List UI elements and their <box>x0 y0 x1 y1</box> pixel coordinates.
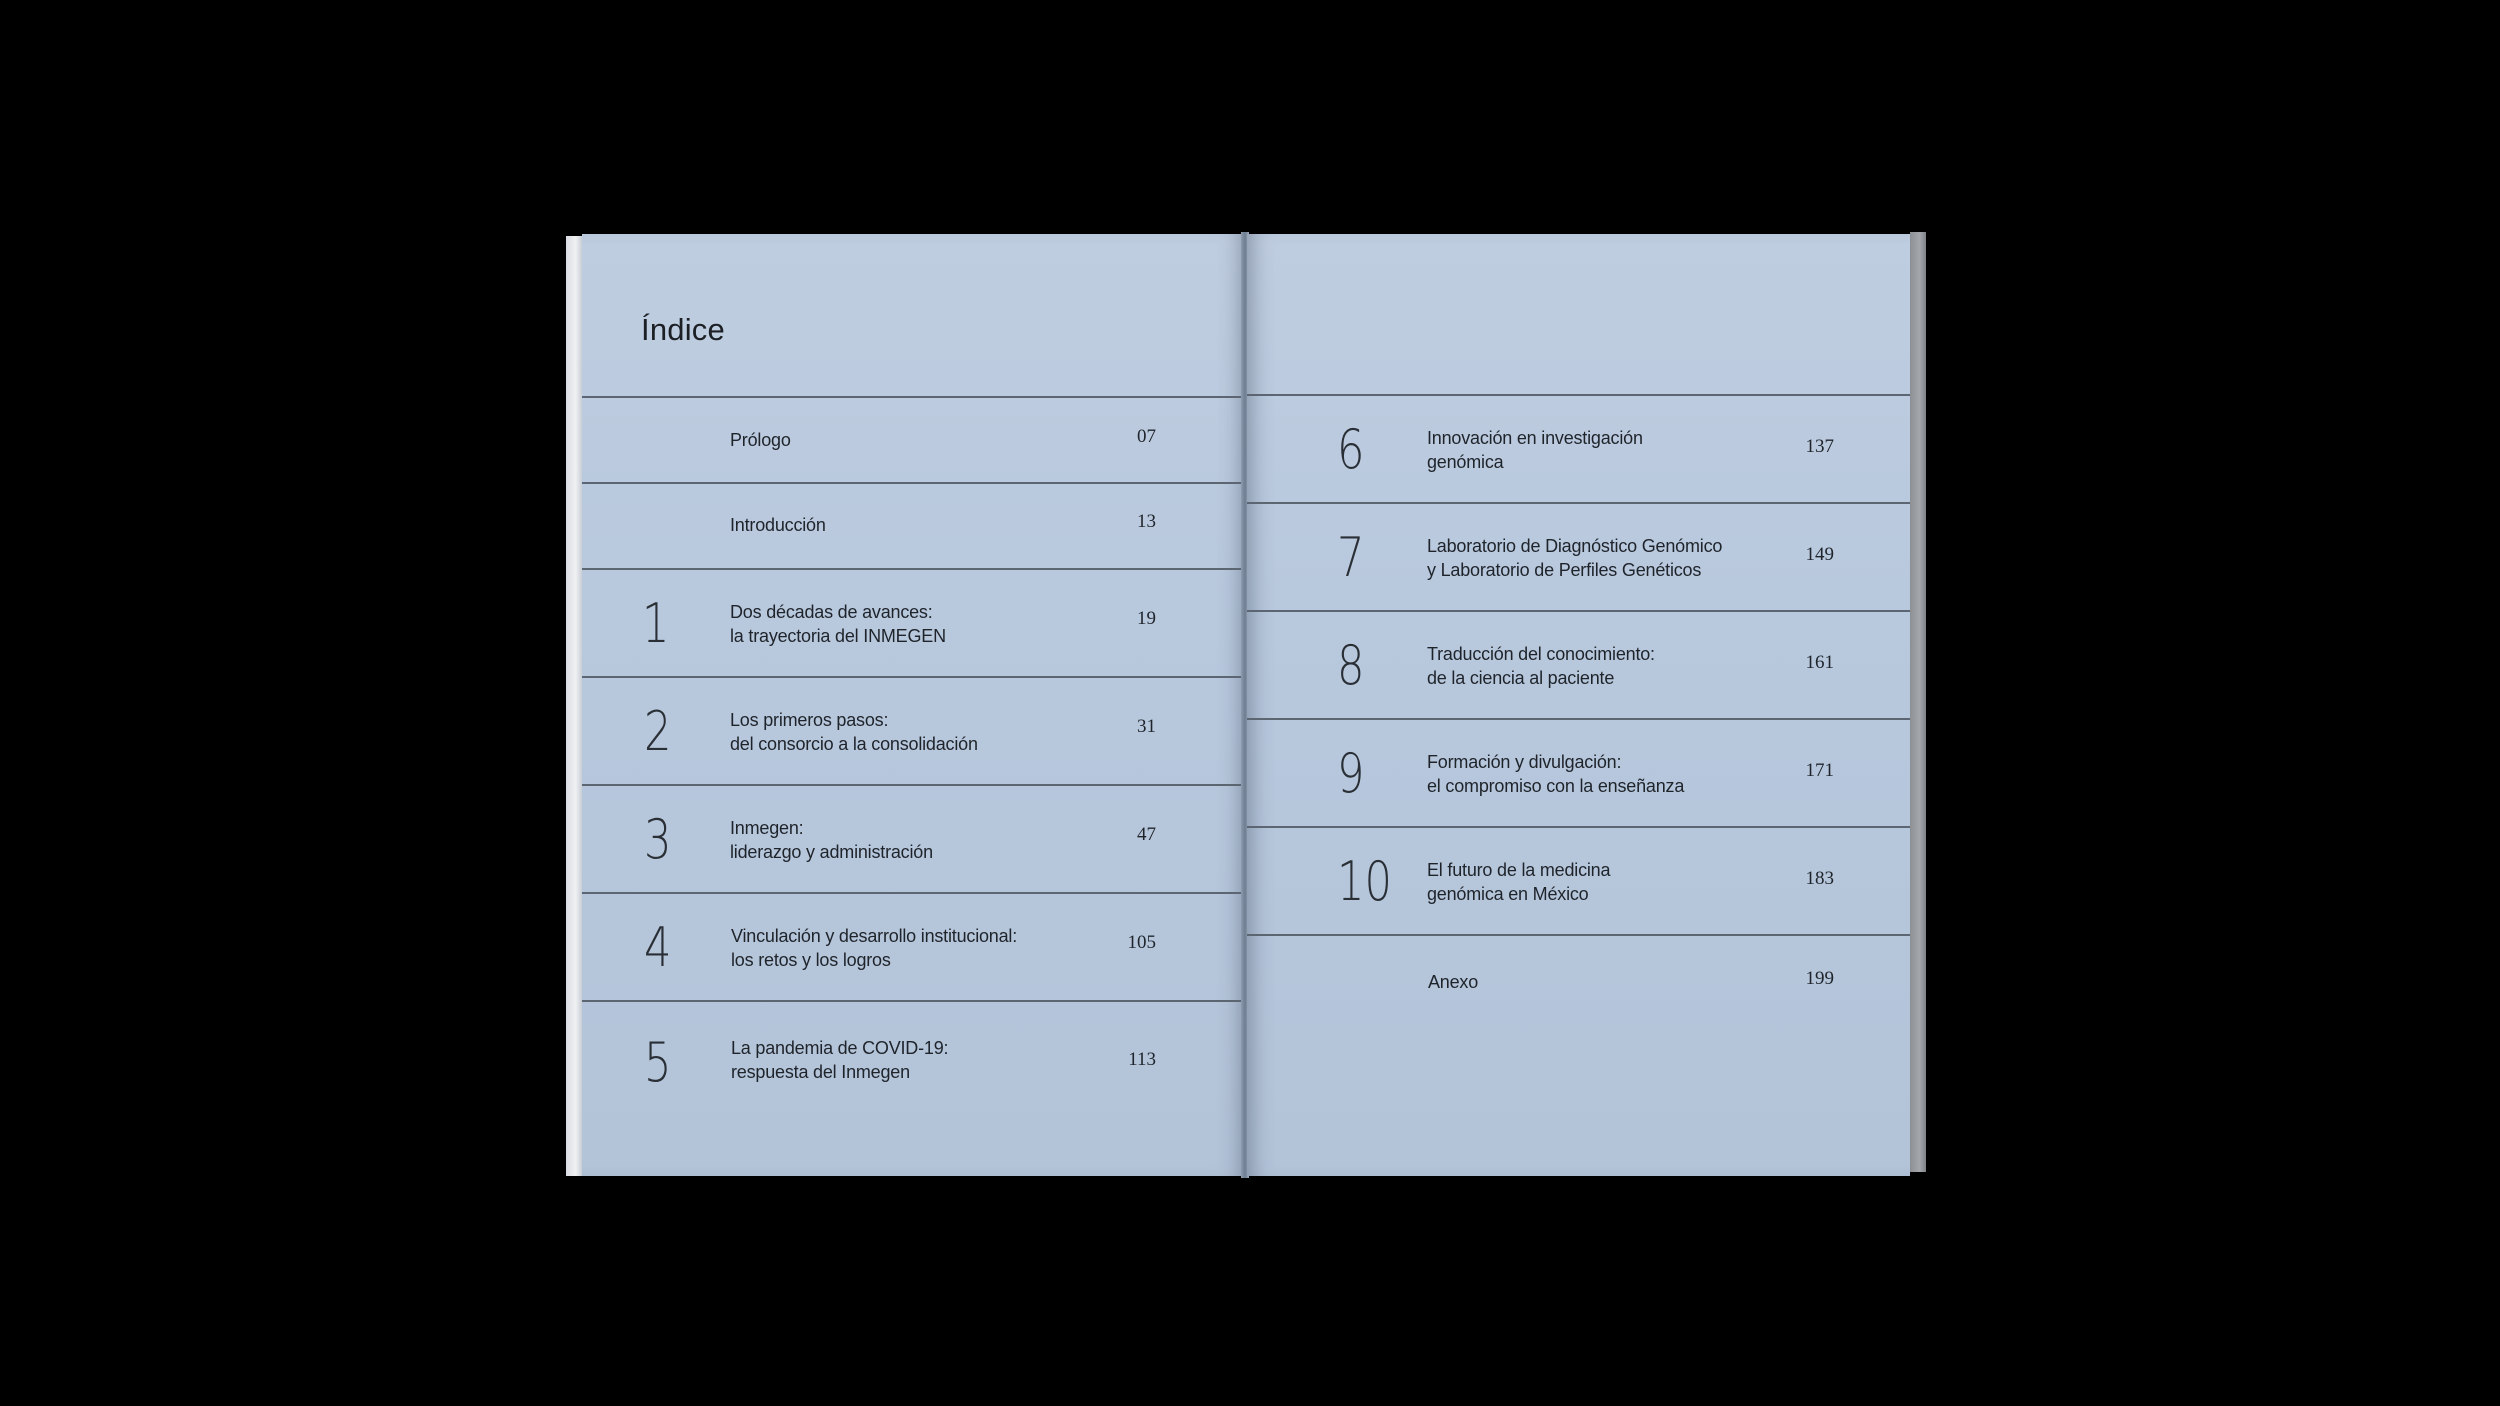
entry-title-line2: del consorcio a la consolidación <box>730 734 978 754</box>
entry-page-number: 31 <box>1137 716 1156 737</box>
entry-title-line2: genómica <box>1427 452 1504 472</box>
entry-title-line1: Laboratorio de Diagnóstico Genómico <box>1427 536 1723 556</box>
toc-entry <box>1247 612 1910 718</box>
entry-page-number: 149 <box>1805 544 1834 565</box>
entry-title-line1: Prólogo <box>730 430 791 450</box>
index-title: Índice <box>641 312 725 347</box>
entry-title-line2: y Laboratorio de Perfiles Genéticos <box>1427 560 1702 580</box>
toc-entry <box>582 484 1245 568</box>
entry-title-line1: Formación y divulgación: <box>1427 752 1622 772</box>
toc-entry <box>1247 828 1910 934</box>
entry-title-line2: los retos y los logros <box>731 950 891 970</box>
entry-title <box>1428 970 1478 994</box>
entry-page-number: 47 <box>1137 824 1156 845</box>
entry-title <box>1427 534 1722 582</box>
entry-title <box>730 513 826 537</box>
entry-title-line1: El futuro de la medicina <box>1427 860 1611 880</box>
entry-title <box>1427 642 1655 690</box>
chapter-number: 6 <box>1337 418 1365 481</box>
toc-entry <box>582 678 1245 784</box>
toc-entry <box>582 398 1245 482</box>
chapter-number: 2 <box>644 700 672 763</box>
chapter-number: 1 <box>642 592 670 655</box>
entry-page-number: 183 <box>1805 868 1834 889</box>
page-edge-right <box>1910 232 1926 1172</box>
toc-entry <box>1247 936 1910 1020</box>
toc-entry <box>582 1002 1245 1122</box>
entry-title-line2: el compromiso con la enseñanza <box>1427 776 1685 796</box>
chapter-number: 7 <box>1337 526 1365 589</box>
entry-title <box>730 816 933 864</box>
entry-title-line1: Dos décadas de avances: <box>730 602 933 622</box>
toc-entry <box>582 894 1245 1000</box>
toc-entry <box>1247 720 1910 826</box>
entry-title <box>731 1036 948 1084</box>
entry-title <box>730 600 946 648</box>
page-edge-left <box>566 236 582 1176</box>
entry-title <box>730 708 978 756</box>
entry-page-number: 161 <box>1805 652 1834 673</box>
entry-title-line1: Traducción del conocimiento: <box>1427 644 1655 664</box>
chapter-number: 5 <box>644 1031 672 1094</box>
entry-page-number: 137 <box>1805 436 1834 457</box>
entry-title <box>1427 426 1643 474</box>
toc-entry <box>1247 504 1910 610</box>
chapter-number: 10 <box>1337 850 1392 913</box>
entry-title-line2: de la ciencia al paciente <box>1427 668 1615 688</box>
entry-page-number: 07 <box>1137 426 1156 447</box>
chapter-number: 3 <box>644 808 672 871</box>
entry-page-number: 113 <box>1128 1049 1156 1070</box>
entry-page-number: 19 <box>1137 608 1156 629</box>
toc-entry <box>1247 396 1910 502</box>
entry-title <box>1427 750 1684 798</box>
chapter-number: 9 <box>1337 742 1365 805</box>
entry-title <box>730 428 791 452</box>
entry-title-line1: La pandemia de COVID-19: <box>731 1038 949 1058</box>
entry-title-line1: Introducción <box>730 515 826 535</box>
entry-title-line2: respuesta del Inmegen <box>731 1062 910 1082</box>
entry-title-line1: Innovación en investigación <box>1427 428 1643 448</box>
entry-title <box>731 924 1017 972</box>
chapter-number: 8 <box>1337 634 1365 697</box>
entry-title-line2: liderazgo y administración <box>730 842 933 862</box>
entry-title <box>1427 858 1610 906</box>
toc-entry <box>582 786 1245 892</box>
entry-title-line1: Vinculación y desarrollo institucional: <box>731 926 1018 946</box>
entry-title-line2: genómica en México <box>1427 884 1589 904</box>
left-page <box>582 234 1245 1176</box>
entry-page-number: 199 <box>1805 968 1834 989</box>
entry-page-number: 105 <box>1127 932 1156 953</box>
entry-title-line1: Los primeros pasos: <box>730 710 889 730</box>
toc-entry <box>582 570 1245 676</box>
entry-page-number: 171 <box>1805 760 1834 781</box>
entry-title-line2: la trayectoria del INMEGEN <box>730 626 946 646</box>
chapter-number: 4 <box>644 916 672 979</box>
right-page <box>1247 234 1910 1176</box>
entry-page-number: 13 <box>1137 511 1156 532</box>
entry-title-line1: Anexo <box>1428 972 1479 992</box>
entry-title-line1: Inmegen: <box>730 818 804 838</box>
